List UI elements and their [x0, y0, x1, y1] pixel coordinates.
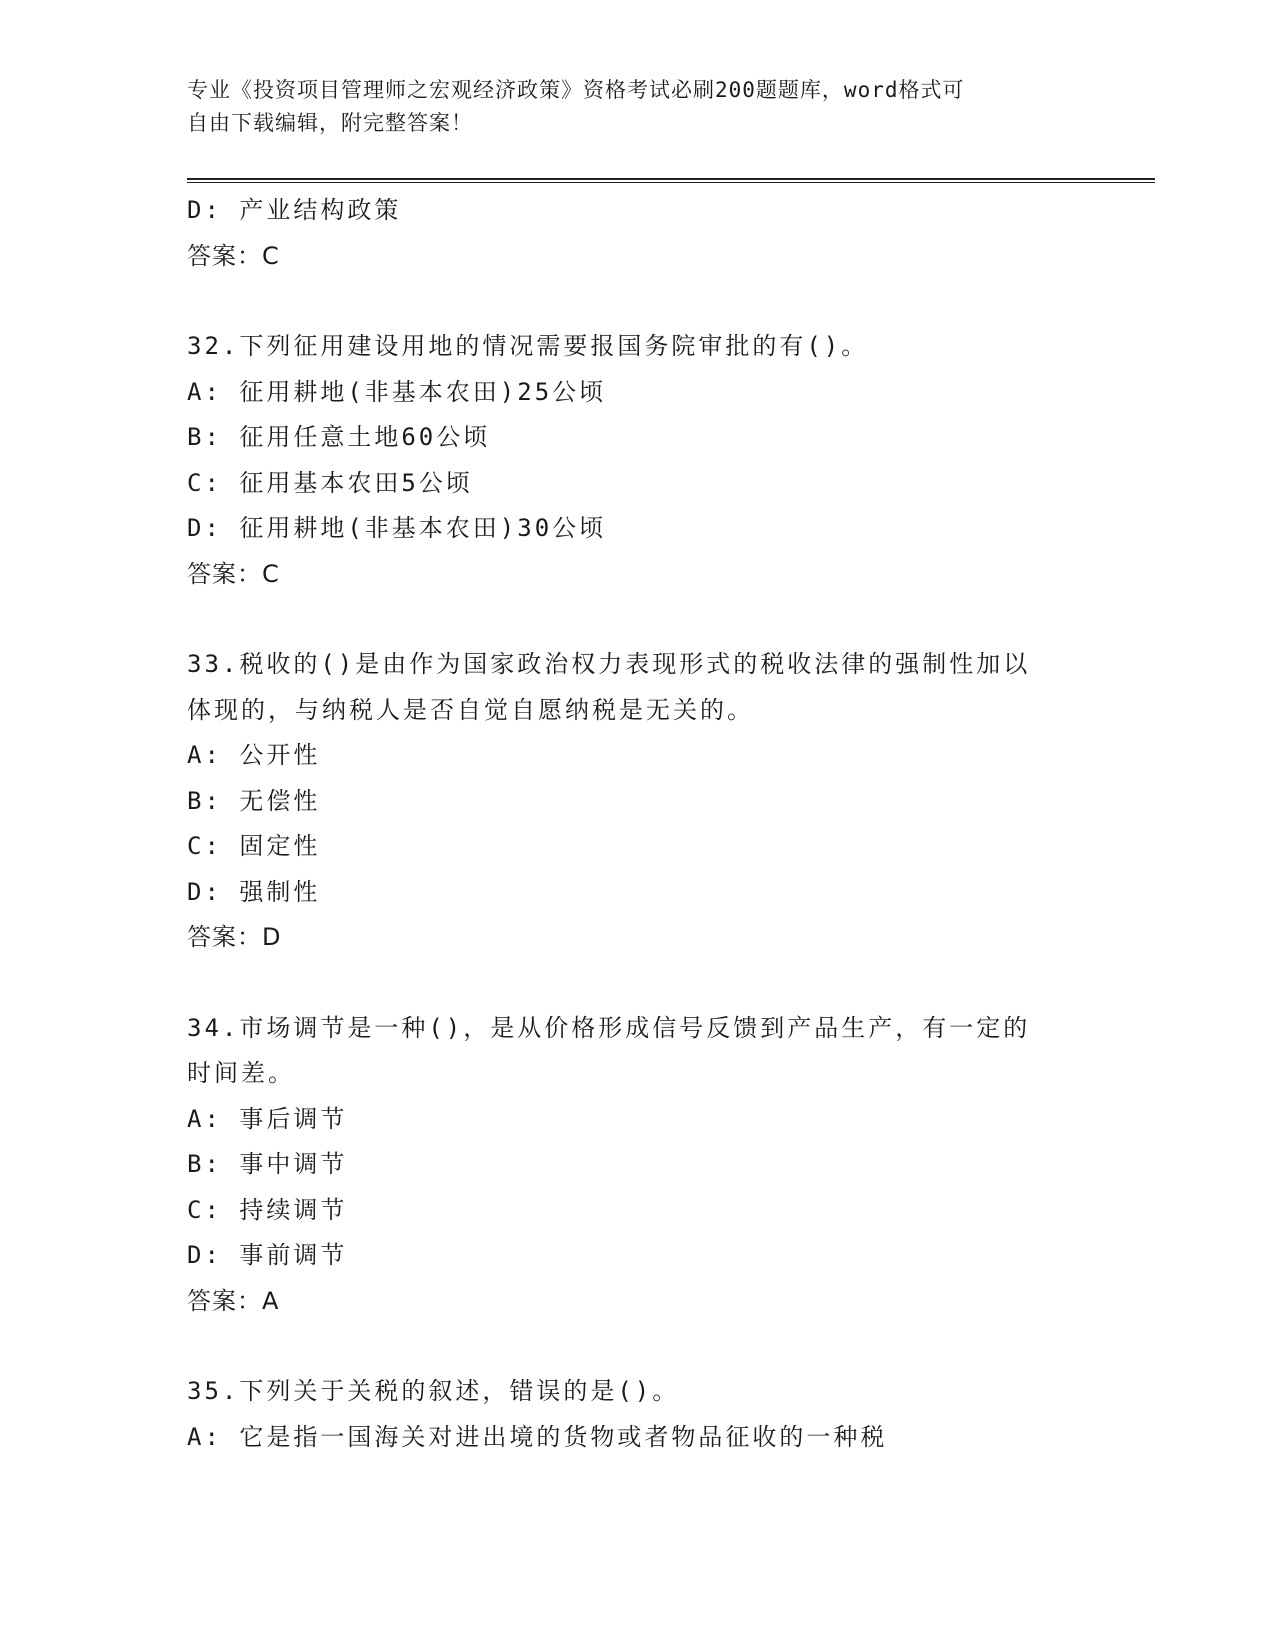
header-line-2: 自由下载编辑，附完整答案！: [187, 111, 473, 135]
option-d: D: 产业结构政策: [187, 196, 402, 224]
option-b: B: 事中调节: [187, 1150, 348, 1178]
option-a: A: 它是指一国海关对进出境的货物或者物品征收的一种税: [187, 1422, 888, 1451]
option-c: C: 固定性: [187, 832, 321, 860]
question-text: 35.下列关于关税的叙述，错误的是()。: [187, 1377, 680, 1405]
question-list: [187, 188, 1087, 1460]
question-text-line-1: 34.市场调节是一种()，是从价格形成信号反馈到产品生产，有一定的: [187, 1013, 1031, 1042]
option-d: D: 征用耕地(非基本农田)30公顷: [187, 514, 607, 542]
option-b: B: 征用任意土地60公顷: [187, 423, 491, 451]
option-a: A: 事后调节: [187, 1104, 348, 1133]
option-b: B: 无偿性: [187, 786, 321, 815]
answer: 答案：C: [187, 241, 280, 270]
question-33: [187, 642, 1087, 961]
question-35: [187, 1369, 1087, 1460]
option-c: C: 持续调节: [187, 1195, 348, 1224]
option-c: C: 征用基本农田5公顷: [187, 468, 473, 497]
answer: 答案：D: [187, 923, 282, 951]
header-divider: [187, 178, 1155, 183]
question-32: [187, 324, 1087, 597]
question-34: [187, 1006, 1087, 1325]
option-d: D: 强制性: [187, 877, 321, 906]
question-text-line-2: 时间差。: [187, 1059, 295, 1087]
document-header: [187, 74, 1087, 140]
answer: 答案：C: [187, 559, 280, 588]
question-text-line-2: 体现的，与纳税人是否自觉自愿纳税是无关的。: [187, 695, 754, 724]
question-text: 32.下列征用建设用地的情况需要报国务院审批的有()。: [187, 332, 869, 360]
option-a: A: 公开性: [187, 741, 321, 769]
previous-question-tail: [187, 188, 1087, 279]
option-a: A: 征用耕地(非基本农田)25公顷: [187, 377, 607, 406]
answer: 答案：A: [187, 1286, 280, 1315]
header-line-1: 专业《投资项目管理师之宏观经济政策》资格考试必刷200题题库，word格式可: [187, 78, 965, 102]
question-text-line-1: 33.税收的()是由作为国家政治权力表现形式的税收法律的强制性加以: [187, 650, 1031, 678]
option-d: D: 事前调节: [187, 1241, 348, 1269]
